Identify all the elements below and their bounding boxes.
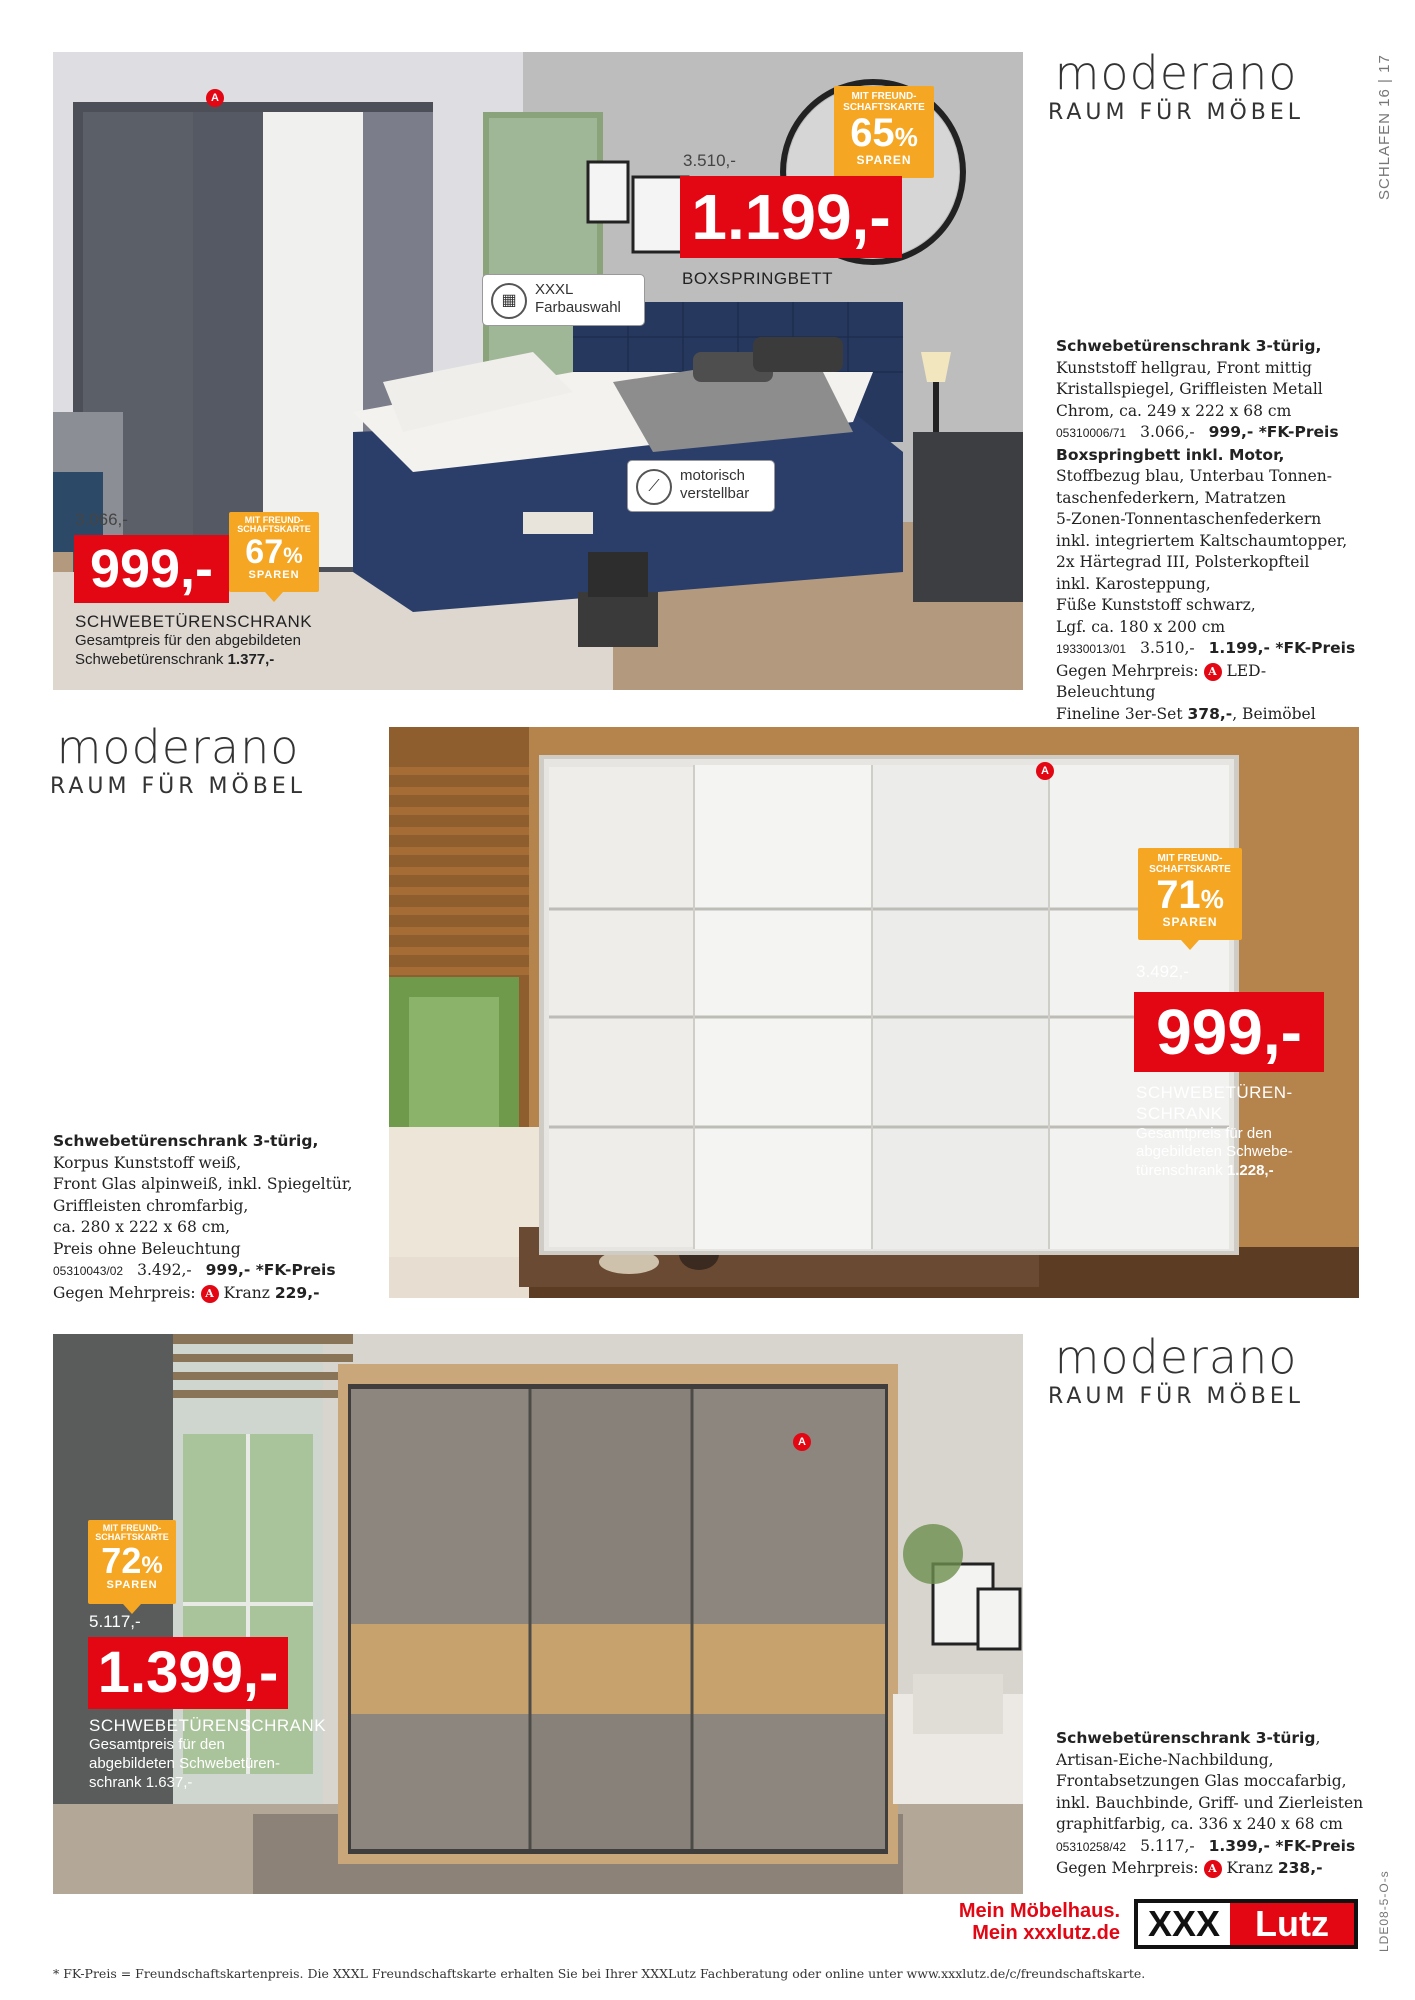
marker-a-wardrobe-1: A <box>206 89 224 107</box>
marker-a-wardrobe-3: A <box>793 1433 811 1451</box>
badge-percent: 72% <box>101 1539 163 1581</box>
product-description-2: Schwebetürenschrank 3-türig, Korpus Kunststoff weiß, Front Glas alpinweiß, inkl. Spiegeltür, Griffleisten chromfarbig, ca. 280 x 222 x 68 cm, Preis ohne Beleuchtung 05310043/02 3.492,- 999,- *FK-Preis Gegen Mehrpreis: A Kranz 229,- <box>53 1132 353 1302</box>
old-price-bed: 3.510,- <box>683 151 736 170</box>
badge-title: MIT FREUND- SCHAFTSKARTE <box>1149 853 1231 875</box>
tag-motor-adjustable: ⟋ motorisch verstellbar <box>627 460 775 512</box>
discount-badge-bed <box>834 86 934 178</box>
badge-title: MIT FREUND- SCHAFTSKARTE <box>95 1523 169 1543</box>
old-price-wardrobe-3: 5.117,- <box>89 1612 141 1631</box>
footer-slogan: Mein Möbelhaus. Mein xxxlutz.de <box>930 1900 1120 1944</box>
badge-save: SPAREN <box>106 1578 158 1591</box>
badge-save: SPAREN <box>856 153 912 167</box>
website-link[interactable]: Mein xxxlutz.de <box>972 1922 1120 1944</box>
wardrobe-scene-illustration <box>53 1334 1023 1894</box>
product-description-1: Schwebetürenschrank 3-türig, Kunststoff hellgrau, Front mittig Kristallspiegel, Griffleisten Metall Chrom, ca. 249 x 222 x 68 cm 05310006/71 3.066,- 999,- *FK-Preis Boxspringbett inkl. Motor, Stoffbezug blau, Unterbau Tonnen- taschenfederkern, Matratzen 5-Zonen-Tonnentaschenfederkern inkl. integriertem Kaltschaumtopper, 2x Härtegrad III, Polsterkopfteil inkl. Karosteppung, Füße Kunststoff schwarz, Lgf. ca. 180 x 200 cm 19330013/01 3.510,- 1.199,- *FK-Preis Gegen Mehrpreis: A LED-Beleuchtung Fineline 3er-Set 378,-, Beimöbel <box>1056 337 1356 723</box>
brand-logo-2: moderano RAUM FÜR MÖBEL <box>49 720 307 799</box>
badge-percent: 65% <box>850 111 918 155</box>
badge-title: MIT FREUND- SCHAFTSKARTE <box>843 91 925 113</box>
xxxlutz-logo: XXX Lutz <box>1134 1899 1358 1949</box>
adjustable-bed-icon: ⟋ <box>636 469 672 505</box>
marker-a-wardrobe-2: A <box>1036 762 1054 780</box>
badge-title: MIT FREUND- SCHAFTSKARTE <box>237 515 311 535</box>
badge-save: SPAREN <box>248 568 300 581</box>
wardrobe-photo-3 <box>53 1334 1023 1894</box>
price-wardrobe-1: 999,- <box>74 535 229 603</box>
brand-logo-1: moderano RAUM FÜR MÖBEL <box>1047 46 1305 125</box>
print-code: LDE08-5-O-s <box>1377 1870 1391 1952</box>
badge-save: SPAREN <box>1162 915 1218 929</box>
discount-badge-wardrobe-3 <box>88 1520 176 1604</box>
badge-percent: 67% <box>245 532 303 571</box>
old-price-wardrobe-1: 3.066,- <box>75 510 128 529</box>
page-section-label: SCHLAFEN 16 | 17 <box>1376 54 1393 200</box>
brand-logo-3: moderano RAUM FÜR MÖBEL <box>1047 1330 1305 1409</box>
caption-wardrobe-1: SCHWEBETÜRENSCHRANK Gesamtpreis für den abgebildeten Schwebetürenschrank 1.377,- <box>75 612 313 668</box>
badge-percent: 71% <box>1156 873 1224 917</box>
caption-wardrobe-2: SCHWEBETÜREN- SCHRANK Gesamtpreis für den abgebildeten Schwebe- türenschrank 1.228,- <box>1136 1083 1293 1179</box>
price-wardrobe-2: 999,- <box>1134 992 1324 1072</box>
price-bed: 1.199,- <box>680 176 902 258</box>
discount-badge-wardrobe-2 <box>1138 848 1242 940</box>
old-price-wardrobe-2: 3.492,- <box>1136 962 1189 981</box>
color-palette-icon: ▦ <box>491 283 527 319</box>
product-description-3: Schwebetürenschrank 3-türig, Artisan-Eiche-Nachbildung, Frontabsetzungen Glas moccafarbig, inkl. Bauchbinde, Griff- und Zierleisten graphitfarbig, ca. 336 x 240 x 68 cm 05310258/42 5.117,- 1.399,- *FK-Preis Gegen Mehrpreis: A Kranz 238,- <box>1056 1729 1364 1877</box>
price-wardrobe-3: 1.399,- <box>88 1637 288 1709</box>
discount-badge-wardrobe-1 <box>229 512 319 592</box>
caption-bed: BOXSPRINGBETT <box>682 269 834 288</box>
footnote: * FK-Preis = Freundschaftskartenpreis. Die XXXL Freundschaftskarte erhalten Sie bei Ihrer XXXLutz Fachberatung oder online unter www.xxxlutz.de/c/freundschaftskarte. <box>53 1966 1146 1981</box>
caption-wardrobe-3: SCHWEBETÜRENSCHRANK Gesamtpreis für den abgebildeten Schwebetüren- schrank 1.637,- <box>89 1716 327 1791</box>
tag-xxxl-color-choice: ▦ XXXL Farbauswahl <box>482 274 645 326</box>
